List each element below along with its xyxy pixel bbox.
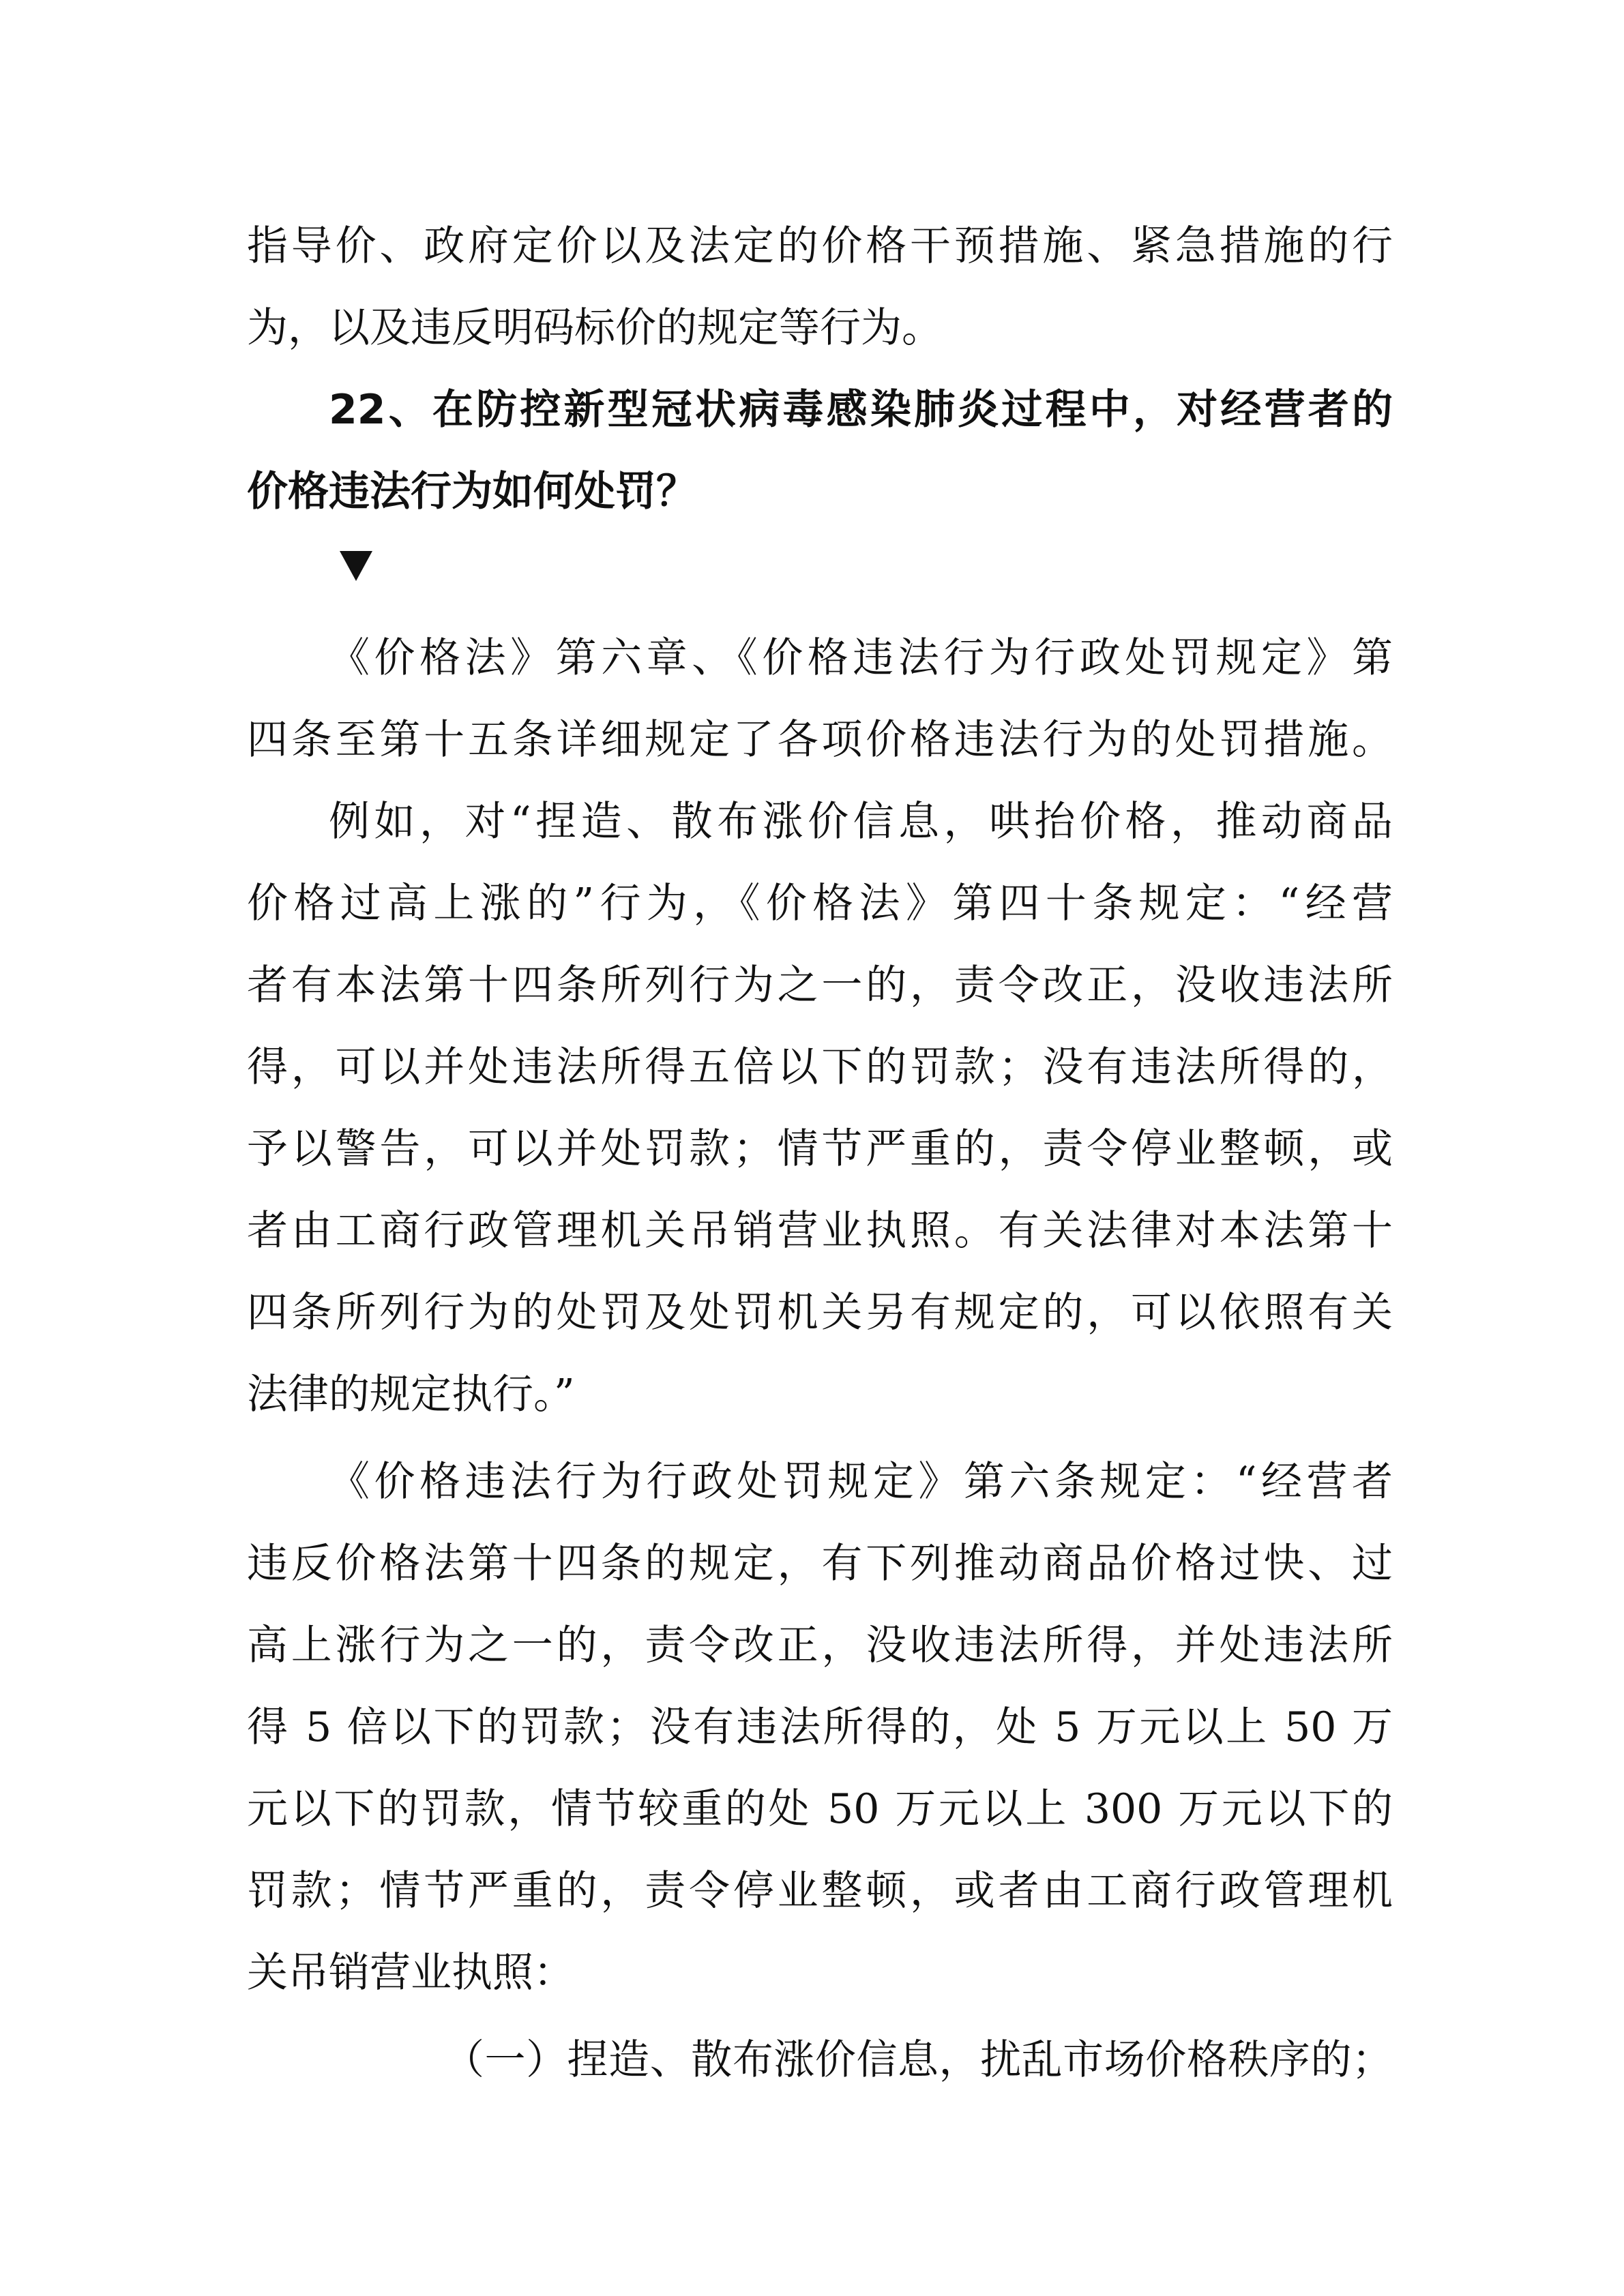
example-paragraph-line: 予以警告，可以并处罚款；情节严重的，责令停业整顿，或 — [247, 1125, 1393, 1173]
example-paragraph-line: 者有本法第十四条所列行为之一的，责令改正，没收违法所 — [247, 961, 1393, 1009]
regulation-paragraph-line: 高上涨行为之一的，责令改正，没收违法所得，并处违法所 — [247, 1622, 1393, 1669]
example-paragraph-line: 得，可以并处违法所得五倍以下的罚款；没有违法所得的， — [247, 1043, 1393, 1091]
regulation-paragraph-line: 《价格违法行为行政处罚规定》第六条规定：“经营者 — [329, 1458, 1393, 1506]
regulation-paragraph-line: 得 5 倍以下的罚款；没有违法所得的，处 5 万元以上 50 万 — [247, 1703, 1393, 1751]
paragraph-line: 为，以及违反明码标价的规定等行为。 — [247, 304, 943, 352]
example-paragraph-line: 四条所列行为的处罚及处罚机关另有规定的，可以依照有关 — [247, 1289, 1393, 1337]
answer-intro-line: 《价格法》第六章、《价格违法行为行政处罚规定》第 — [329, 634, 1393, 682]
regulation-paragraph-line: 元以下的罚款，情节较重的处 50 万元以上 300 万元以下的 — [247, 1785, 1393, 1833]
question-heading-line: 22、在防控新型冠状病毒感染肺炎过程中，对经营者的 — [329, 386, 1393, 434]
example-paragraph-line: 法律的规定执行。” — [247, 1371, 575, 1418]
regulation-paragraph-line: 关吊销营业执照： — [247, 1949, 574, 1997]
down-triangle-icon — [340, 551, 372, 581]
regulation-paragraph-line: 违反价格法第十四条的规定，有下列推动商品价格过快、过 — [247, 1540, 1393, 1587]
list-item: （一）捏造、散布涨价信息，扰乱市场价格秩序的； — [443, 2036, 1393, 2084]
question-heading-line: 价格违法行为如何处罚？ — [247, 468, 697, 516]
regulation-paragraph-line: 罚款；情节严重的，责令停业整顿，或者由工商行政管理机 — [247, 1867, 1393, 1915]
paragraph-line: 指导价、政府定价以及法定的价格干预措施、紧急措施的行 — [247, 222, 1393, 270]
example-paragraph-line: 者由工商行政管理机关吊销营业执照。有关法律对本法第十 — [247, 1207, 1393, 1255]
answer-intro-line: 四条至第十五条详细规定了各项价格违法行为的处罚措施。 — [247, 716, 1393, 764]
example-paragraph-line: 例如，对“捏造、散布涨价信息，哄抬价格，推动商品 — [329, 798, 1393, 846]
example-paragraph-line: 价格过高上涨的”行为，《价格法》第四十条规定：“经营 — [247, 880, 1393, 927]
